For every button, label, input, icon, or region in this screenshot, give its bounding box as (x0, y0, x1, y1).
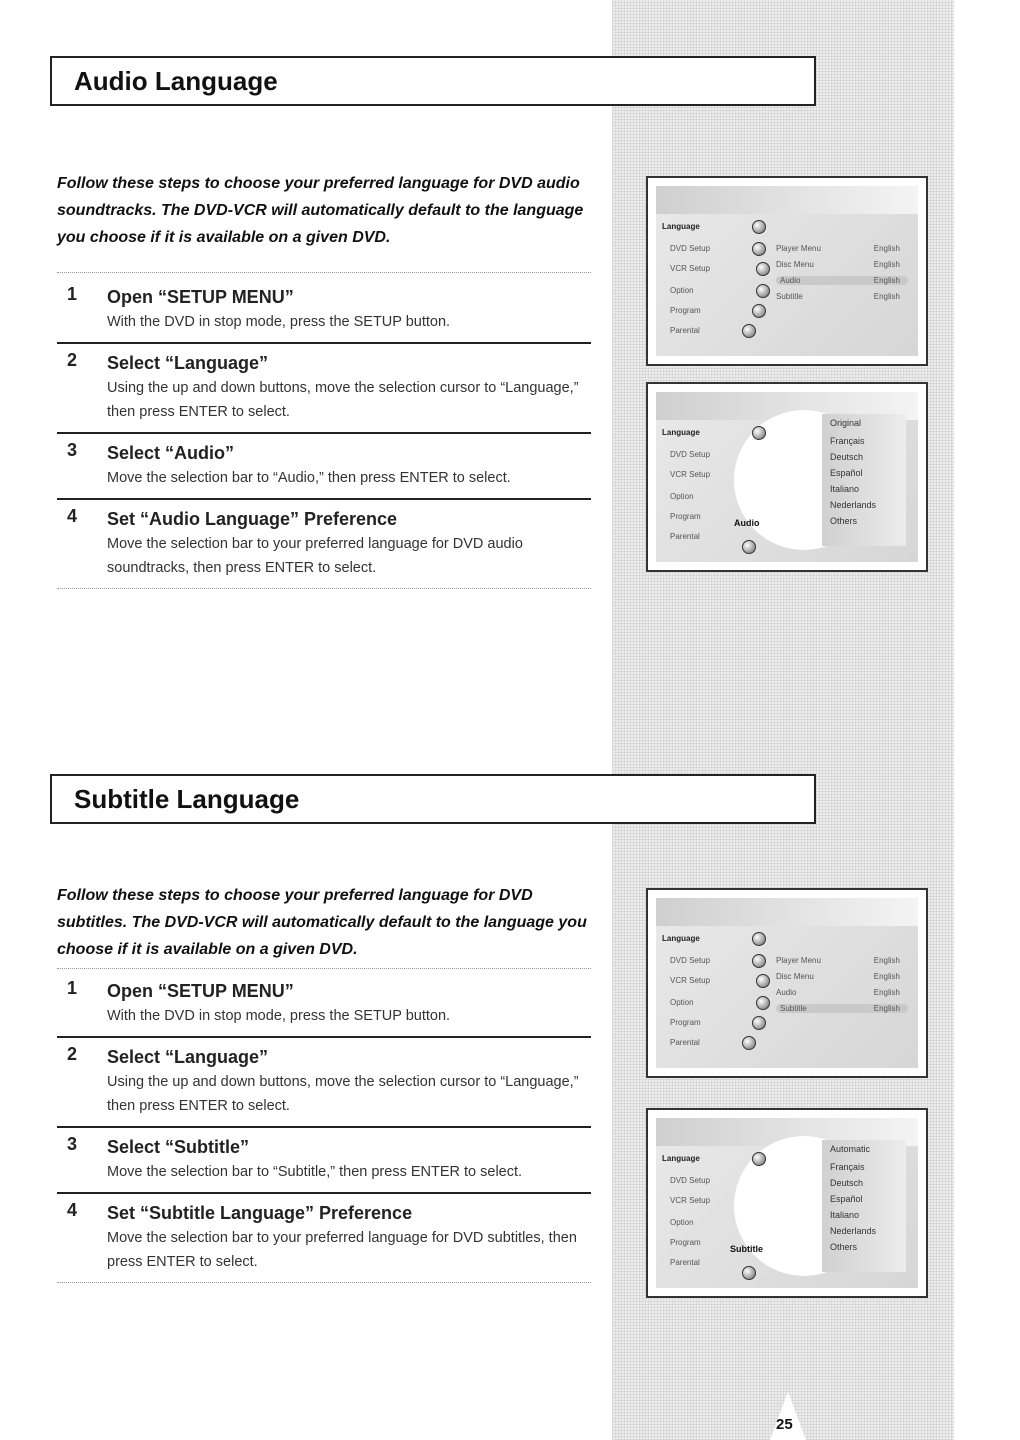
menu-item: Parental (670, 1038, 700, 1047)
step-description: Using the up and down buttons, move the selection cursor to “Language,” then press ENTER to select. (107, 380, 579, 420)
menu-item: Program (670, 1238, 701, 1247)
step-heading: Set “Audio Language” Preference (107, 509, 398, 529)
language-option: Italiano (830, 484, 860, 494)
menu-bullet-icon (752, 242, 766, 256)
step-description: Move the selection bar to your preferred language for DVD subtitles, then press ENTER to select. (107, 1230, 577, 1270)
option-value: English (873, 244, 900, 253)
option-value: English (873, 1004, 900, 1013)
menu-item: VCR Setup (670, 470, 711, 479)
menu-item: Option (670, 1218, 694, 1227)
step-heading: Open “SETUP MENU” (107, 287, 294, 307)
section-title-subtitle: Subtitle Language (50, 774, 816, 824)
option-row-selected (776, 276, 908, 285)
option-label: Disc Menu (776, 260, 814, 269)
step-item (57, 978, 591, 1038)
option-row (776, 260, 908, 269)
step-description: With the DVD in stop mode, press the SETUP button. (107, 1008, 451, 1024)
screenshot-subtitle-language-menu (646, 888, 928, 1078)
menu-item: DVD Setup (670, 450, 711, 459)
menu-bullet-icon (756, 262, 770, 276)
current-setting-label: Audio (734, 518, 760, 528)
menu-item: DVD Setup (670, 1176, 711, 1185)
step-heading: Select “Subtitle” (107, 1137, 250, 1157)
menu-bullet-icon (752, 304, 766, 318)
step-heading: Select “Audio” (107, 443, 235, 463)
menu-item: Parental (670, 326, 700, 335)
option-label: Disc Menu (776, 972, 814, 981)
menu-item: Option (670, 492, 694, 501)
option-row (776, 292, 908, 301)
language-option: Français (830, 436, 865, 446)
menu-item: VCR Setup (670, 976, 711, 985)
step-number: 2 (67, 350, 78, 370)
option-row (776, 244, 908, 253)
option-label: Player Menu (776, 956, 821, 965)
menu-bullet-icon (742, 1036, 756, 1050)
step-number: 3 (67, 440, 78, 460)
menu-item: VCR Setup (670, 264, 711, 273)
screen-tag: Language (662, 222, 700, 231)
screen-tag: Language (662, 428, 700, 437)
step-heading: Select “Language” (107, 1047, 269, 1067)
menu-item: DVD Setup (670, 244, 711, 253)
step-number: 4 (67, 1200, 78, 1220)
language-option: Italiano (830, 1210, 860, 1220)
menu-item: Program (670, 512, 701, 521)
divider (57, 272, 591, 273)
option-value: English (873, 260, 900, 269)
option-label: Subtitle (780, 1004, 807, 1013)
menu-item: Option (670, 286, 694, 295)
step-heading: Open “SETUP MENU” (107, 981, 294, 1001)
language-option: Original (830, 418, 862, 428)
language-option: Nederlands (830, 500, 877, 510)
language-option: Automatic (830, 1144, 871, 1154)
menu-item: DVD Setup (670, 956, 711, 965)
step-item (57, 1134, 591, 1194)
menu-bullet-icon (752, 1152, 766, 1166)
screenshot-audio-language-menu (646, 176, 928, 366)
menu-item: VCR Setup (670, 1196, 711, 1205)
step-number: 1 (67, 978, 78, 998)
steps-audio (57, 284, 591, 595)
menu-bullet-icon (752, 426, 766, 440)
option-value: English (873, 292, 900, 301)
language-option: Others (830, 516, 858, 526)
option-label: Subtitle (776, 292, 803, 301)
menu-bullet-icon (742, 540, 756, 554)
language-option: Deutsch (830, 452, 864, 462)
menu-bullet-icon (752, 954, 766, 968)
menu-item: Option (670, 998, 694, 1007)
screen-tag: Language (662, 1154, 700, 1163)
step-item (57, 1200, 591, 1283)
menu-item: Program (670, 306, 701, 315)
step-item (57, 284, 591, 344)
menu-bullet-icon (752, 220, 766, 234)
option-value: English (873, 956, 900, 965)
step-description: Using the up and down buttons, move the selection cursor to “Language,” then press ENTER to select. (107, 1074, 579, 1114)
step-description: Move the selection bar to “Subtitle,” then press ENTER to select. (107, 1164, 523, 1180)
menu-item: Parental (670, 532, 700, 541)
step-number: 1 (67, 284, 78, 304)
menu-bullet-icon (752, 1016, 766, 1030)
screen-tag: Language (662, 934, 700, 943)
step-description: Move the selection bar to “Audio,” then press ENTER to select. (107, 470, 511, 486)
step-item (57, 350, 591, 434)
step-description: Move the selection bar to your preferred language for DVD audio soundtracks, then press ENTER to select. (107, 536, 523, 576)
menu-bullet-icon (742, 1266, 756, 1280)
menu-bullet-icon (756, 996, 770, 1010)
step-item (57, 440, 591, 500)
language-option: Others (830, 1242, 858, 1252)
menu-item: Program (670, 1018, 701, 1027)
option-label: Player Menu (776, 244, 821, 253)
section-title-audio: Audio Language (50, 56, 816, 106)
step-number: 2 (67, 1044, 78, 1064)
option-value: English (873, 988, 900, 997)
language-option: Français (830, 1162, 865, 1172)
step-heading: Select “Language” (107, 353, 269, 373)
option-value: English (873, 276, 900, 285)
step-item (57, 506, 591, 589)
current-setting-label: Subtitle (730, 1244, 763, 1254)
option-row (776, 972, 908, 981)
option-row (776, 988, 908, 997)
intro-subtitle: Follow these steps to choose your preferred language for DVD subtitles. The DVD-VCR will automatically default to the language you choose if it is available on a given DVD. (57, 887, 587, 958)
menu-bullet-icon (756, 974, 770, 988)
step-description: With the DVD in stop mode, press the SETUP button. (107, 314, 451, 330)
menu-item: Parental (670, 1258, 700, 1267)
option-label: Audio (776, 988, 797, 997)
step-item (57, 1044, 591, 1128)
menu-bullet-icon (756, 284, 770, 298)
intro-audio: Follow these steps to choose your preferred language for DVD audio soundtracks. The DVD-VCR will automatically default to the language you choose if it is available on a given DVD. (57, 175, 584, 246)
menu-bullet-icon (752, 932, 766, 946)
screenshot-audio-options (646, 382, 928, 572)
language-options-list (822, 414, 906, 546)
option-label: Audio (780, 276, 801, 285)
screenshot-subtitle-options (646, 1108, 928, 1298)
menu-bullet-icon (742, 324, 756, 338)
option-value: English (873, 972, 900, 981)
step-number: 3 (67, 1134, 78, 1154)
language-option: Español (830, 468, 863, 478)
language-options-list (822, 1140, 906, 1272)
page-number: 25 (776, 1416, 793, 1433)
step-heading: Set “Subtitle Language” Preference (107, 1203, 413, 1223)
language-option: Deutsch (830, 1178, 864, 1188)
divider (57, 968, 591, 969)
option-row-selected (776, 1004, 908, 1013)
step-number: 4 (67, 506, 78, 526)
option-row (776, 956, 908, 965)
language-option: Nederlands (830, 1226, 877, 1236)
language-option: Español (830, 1194, 863, 1204)
steps-subtitle (57, 978, 591, 1289)
